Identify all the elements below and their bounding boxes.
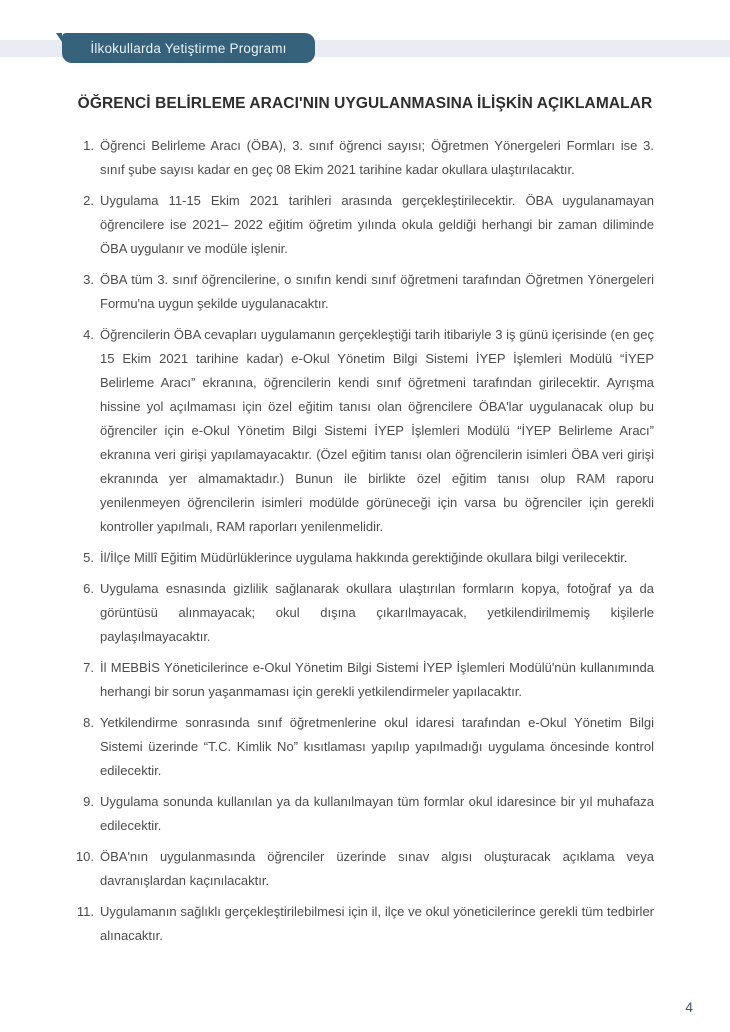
list-item-text: Öğrencilerin ÖBA cevapları uygulamanın gerçekleştiği tarih itibariyle 3 iş günü içerisinde (en geç 15 Ekim 2021 tarihine kadar) e-Okul Yönetim Bilgi Sistemi İYEP İşlemleri Modülü “İYEP Belirleme Aracı” ekranına, öğrencilerin kendi sınıf öğretmeni tarafından girilecektir. Ayrışma hissine yol açılmaması için özel eğitim tanısı olan öğrencilere ÖBA'lar uygulanacak olup bu öğrenciler için e-Okul Yönetim Bilgi Sistemi İYEP İşlemleri Modülü “İYEP Belirleme Aracı” ekranına veri girişi yapılamayacaktır. (Özel eğitim tanısı olan öğrencilerin isimleri ÖBA veri girişi ekranında yer almamaktadır.) Bunun ile birlikte özel eğitim tanısı olup RAM raporu yenilenmeyen öğrencilerin isimleri modülde görüneceği için varsa bu öğrenciler için gerekli kontroller yapılmalı, RAM raporları yenilenmelidir. bbox=[100, 327, 654, 534]
list-item bbox=[56, 845, 654, 893]
list-item-text: Uygulama sonunda kullanılan ya da kullanılmayan tüm formlar okul idaresince bir yıl muhafaza edilecektir. bbox=[100, 794, 654, 833]
page-number: 4 bbox=[685, 999, 693, 1015]
list-item bbox=[56, 546, 654, 570]
list-item bbox=[56, 900, 654, 948]
list-item bbox=[56, 656, 654, 704]
list-item-text: İl MEBBİS Yöneticilerince e-Okul Yönetim Bilgi Sistemi İYEP İşlemleri Modülü'nün kullanımında herhangi bir sorun yaşanmaması için gerekli yetkilendirmeler yapılacaktır. bbox=[100, 660, 654, 699]
list-item-number: 3. bbox=[83, 272, 94, 287]
list-item-number: 9. bbox=[83, 794, 94, 809]
list-item-text: Yetkilendirme sonrasında sınıf öğretmenlerine okul idaresi tarafından e-Okul Yönetim Bilgi Sistemi üzerinde “T.C. Kimlik No” kısıtlaması yapılıp yapılmadığı uygulama öncesinde kontrol edilecektir. bbox=[100, 715, 654, 778]
list-item bbox=[56, 189, 654, 261]
list-item bbox=[56, 323, 654, 539]
list-item bbox=[56, 711, 654, 783]
list-item-number: 8. bbox=[83, 715, 94, 730]
list-item bbox=[56, 268, 654, 316]
program-tab-label: İlkokullarda Yetiştirme Programı bbox=[90, 40, 287, 56]
list-item-number: 6. bbox=[83, 581, 94, 596]
list-item-text: Uygulama 11-15 Ekim 2021 tarihleri arasında gerçekleştirilecektir. ÖBA uygulanamayan öğrencilere ise 2021– 2022 eğitim öğretim yılında okula geldiği herhangi bir zaman diliminde ÖBA uygulanır ve modüle işlenir. bbox=[100, 193, 654, 256]
page-title: ÖĞRENCİ BELİRLEME ARACI'NIN UYGULANMASINA İLİŞKİN AÇIKLAMALAR bbox=[77, 95, 653, 112]
list-item-number: 7. bbox=[83, 660, 94, 675]
list-item-number: 11. bbox=[76, 904, 94, 919]
explanations-list bbox=[0, 134, 730, 948]
list-item-text: İl/İlçe Millî Eğitim Müdürlüklerince uygulama hakkında gerektiğinde okullara bilgi verilecektir. bbox=[100, 550, 628, 565]
list-item-text: ÖBA tüm 3. sınıf öğrencilerine, o sınıfın kendi sınıf öğretmeni tarafından Öğretmen Yönergeleri Formu'na uygun şekilde uygulanacaktır. bbox=[100, 272, 654, 311]
list-item bbox=[56, 577, 654, 649]
list-item-text: Öğrenci Belirleme Aracı (ÖBA), 3. sınıf öğrenci sayısı; Öğretmen Yönergeleri Formları ise 3. sınıf şube sayısı kadar en geç 08 Ekim 2021 tarihine kadar okullara ulaştırılacaktır. bbox=[100, 138, 654, 177]
list-item-text: Uygulama esnasında gizlilik sağlanarak okullara ulaştırılan formların kopya, fotoğraf ya da görüntüsü alınmayacak; okul dışına çıkarılmayacak, yetkilendirilmemiş kişilerle paylaşılmayacaktır. bbox=[100, 581, 654, 644]
list-item-text: Uygulamanın sağlıklı gerçekleştirilebilmesi için il, ilçe ve okul yöneticilerince gerekli tüm tedbirler alınacaktır. bbox=[100, 904, 654, 943]
list-item-number: 1. bbox=[83, 138, 94, 153]
list-item-number: 4. bbox=[83, 327, 94, 342]
program-tab bbox=[62, 33, 315, 63]
list-item bbox=[56, 790, 654, 838]
list-item bbox=[56, 134, 654, 182]
list-item-number: 5. bbox=[83, 550, 94, 565]
list-item-number: 2. bbox=[83, 193, 94, 208]
list-item-number: 10. bbox=[75, 849, 94, 864]
list-item-text: ÖBA'nın uygulanmasında öğrenciler üzerinde sınav algısı oluşturacak açıklama veya davranışlardan kaçınılacaktır. bbox=[100, 849, 654, 888]
